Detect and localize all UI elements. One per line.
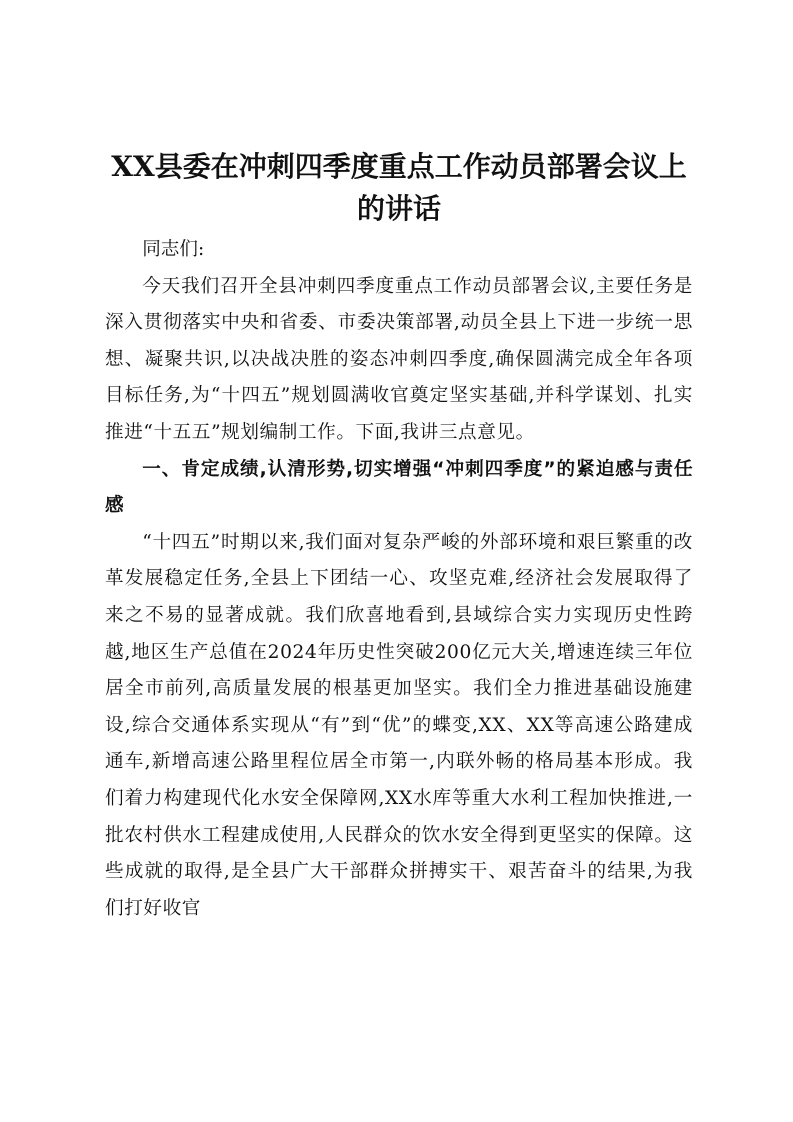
section-1-paragraph: “十四五”时期以来,我们面对复杂严峻的外部环境和艰巨繁重的改革发展稳定任务,全县上下团结一心、攻坚克难,经济社会发展取得了来之不易的显著成就。我们欣喜地看到,县域综合实力实现历史性跨越,地区生产总值在2024年历史性突破200亿元大关,增速连续三年位居全市前列,高质量发展的根基更加坚实。我们全力推进基础设施建设,综合交通体系实现从“有”到“优”的蝶变,XX、XX等高速公路建成通车,新增高速公路里程位居全市第一,内联外畅的格局基本形成。我们着力构建现代化水安全保障网,XX水库等重大水利工程加快推进,一批农村供水工程建成使用,人民群众的饮水安全得到更坚实的保障。这些成就的取得,是全县广大干部群众拼搏实干、艰苦奋斗的结果,为我们打好收官 bbox=[105, 531, 693, 919]
document-title: XX县委在冲刺四季度重点工作动员部署会议上的讲话 bbox=[111, 150, 687, 225]
section-heading-1: 一、肯定成绩,认清形势,切实增强“冲刺四季度”的紧迫感与责任感 bbox=[105, 458, 693, 517]
intro-paragraph: 今天我们召开全县冲刺四季度重点工作动员部署会议,主要任务是深入贯彻落实中央和省委、市委决策部署,动员全县上下进一步统一思想、凝聚共识,以决战决胜的姿态冲刺四季度,确保圆满完成全年各项目标任务,为“十四五”规划圆满收官奠定坚实基础,并科学谋划、扎实推进“十五五”规划编制工作。下面,我讲三点意见。 bbox=[105, 275, 693, 443]
document-body bbox=[105, 146, 693, 927]
salutation: 同志们: bbox=[142, 239, 205, 260]
